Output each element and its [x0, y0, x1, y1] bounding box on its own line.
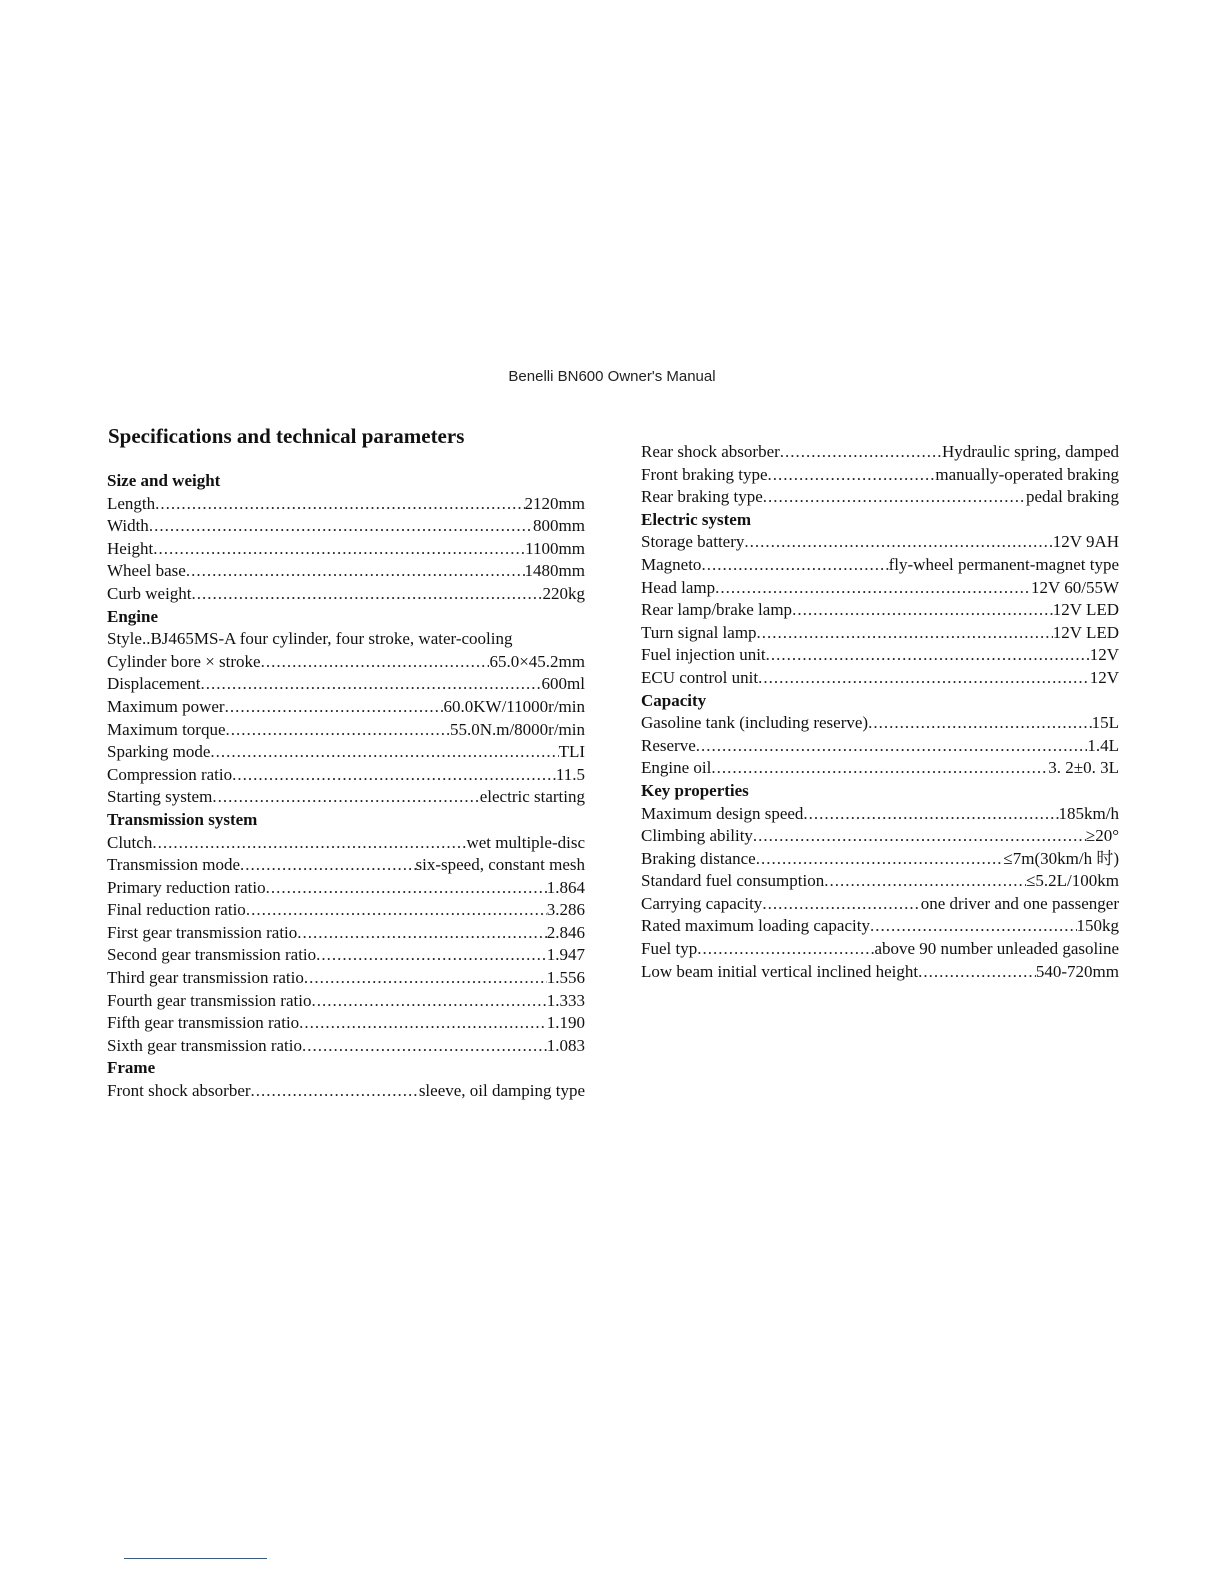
- spec-row-front-shock-absorber: [107, 1080, 585, 1103]
- spec-label: Standard fuel consumption: [641, 871, 825, 891]
- spec-row-sparking-mode: [107, 741, 585, 764]
- spec-value: 12V: [1089, 645, 1119, 665]
- dot-leader: [302, 1035, 547, 1058]
- spec-row-head-lamp: [641, 577, 1119, 600]
- spec-value: 1.083: [546, 1035, 585, 1055]
- spec-value: 1.333: [546, 990, 585, 1010]
- spec-row-cylinder-bore-stroke: [107, 651, 585, 674]
- spec-label: Second gear transmission ratio: [107, 945, 317, 965]
- spec-value: one driver and one passenger: [920, 893, 1119, 913]
- spec-label: Maximum design speed: [641, 803, 804, 823]
- spec-value: 150kg: [1076, 916, 1119, 936]
- spec-label: Climbing ability: [641, 826, 753, 846]
- spec-value: 11.5: [555, 764, 585, 784]
- dot-leader: [766, 644, 1090, 667]
- spec-value: wet multiple-disc: [466, 832, 585, 852]
- spec-value: 1.947: [546, 945, 585, 965]
- spec-value: ≤7m(30km/h 时): [1003, 848, 1119, 868]
- spec-value: pedal braking: [1026, 487, 1119, 507]
- spec-label: Displacement: [107, 674, 201, 694]
- right-spec-column: [641, 441, 1119, 983]
- spec-value: 12V 60/55W: [1031, 577, 1119, 597]
- dot-leader: [152, 832, 466, 855]
- spec-row-climbing-ability: [641, 825, 1119, 848]
- spec-row-final-reduction-ratio: [107, 899, 585, 922]
- dot-leader: [226, 719, 450, 742]
- spec-label: Final reduction ratio: [107, 900, 246, 920]
- dot-leader: [304, 967, 547, 990]
- dot-leader: [780, 441, 942, 464]
- spec-label: Head lamp: [641, 577, 716, 597]
- dot-leader: [316, 944, 547, 967]
- spec-value: 1480mm: [524, 561, 585, 581]
- spec-row-rear-shock-absorber: [641, 441, 1119, 464]
- spec-row-storage-battery: [641, 531, 1119, 554]
- spec-label: Fuel injection unit: [641, 645, 766, 665]
- spec-label: Rated maximum loading capacity: [641, 916, 870, 936]
- spec-label: Reserve: [641, 735, 696, 755]
- spec-label: Transmission mode: [107, 855, 241, 875]
- spec-value: 65.0×45.2mm: [489, 651, 585, 671]
- spec-label: Front shock absorber: [107, 1081, 251, 1101]
- spec-row-clutch: [107, 832, 585, 855]
- spec-row-primary-reduction-ratio: [107, 877, 585, 900]
- dot-leader: [697, 938, 874, 961]
- footnote-separator: [124, 1558, 267, 1559]
- spec-row-width: [107, 515, 585, 538]
- dot-leader: [792, 599, 1053, 622]
- spec-label: Wheel base: [107, 561, 186, 581]
- spec-row-engine-oil: [641, 757, 1119, 780]
- dot-leader: [186, 560, 525, 583]
- dot-leader: [155, 493, 524, 516]
- spec-row-maximum-design-speed: [641, 803, 1119, 826]
- spec-label: Maximum torque: [107, 719, 226, 739]
- section-heading-capacity: Capacity: [641, 690, 707, 710]
- dot-leader: [266, 877, 547, 900]
- spec-label: Primary reduction ratio: [107, 877, 266, 897]
- section-heading-engine: Engine: [107, 606, 159, 626]
- spec-value: TLI: [558, 742, 585, 762]
- spec-value: 12V LED: [1052, 622, 1119, 642]
- spec-row-turn-signal-lamp: [641, 622, 1119, 645]
- dot-leader: [701, 554, 888, 577]
- spec-label: Turn signal lamp: [641, 622, 757, 642]
- spec-row-maximum-power: [107, 696, 585, 719]
- spec-value: 185km/h: [1058, 803, 1119, 823]
- spec-row-maximum-torque: [107, 719, 585, 742]
- spec-label: Magneto: [641, 554, 702, 574]
- spec-label: First gear transmission ratio: [107, 922, 298, 942]
- dot-leader: [212, 786, 479, 809]
- spec-row-displacement: [107, 673, 585, 696]
- spec-label: Maximum power: [107, 696, 225, 716]
- dot-leader: [757, 622, 1053, 645]
- spec-label: Front braking type: [641, 464, 768, 484]
- dot-leader: [153, 538, 525, 561]
- spec-row-front-braking-type: [641, 464, 1119, 487]
- spec-value: 3. 2±0. 3L: [1048, 758, 1119, 778]
- section-heading-electric-system: Electric system: [641, 509, 751, 529]
- section-heading-key-properties: Key properties: [641, 780, 749, 800]
- spec-value: 3.286: [546, 900, 585, 920]
- dot-leader: [210, 741, 558, 764]
- spec-value: 55.0N.m/8000r/min: [449, 719, 585, 739]
- spec-row-wheel-base: [107, 560, 585, 583]
- spec-label: Rear lamp/brake lamp: [641, 600, 793, 620]
- left-spec-column: [107, 470, 585, 1103]
- spec-value: 800mm: [533, 516, 585, 536]
- dot-leader: [261, 651, 490, 674]
- dot-leader: [715, 577, 1031, 600]
- spec-row-rear-lamp-brake-lamp: [641, 599, 1119, 622]
- spec-label: Clutch: [107, 832, 153, 852]
- spec-row-fuel-typ: [641, 938, 1119, 961]
- spec-row-third-gear-transmission-ratio: [107, 967, 585, 990]
- spec-label: Rear shock absorber: [641, 442, 780, 461]
- spec-label: Sparking mode: [107, 742, 211, 762]
- dot-leader: [240, 854, 415, 877]
- dot-leader: [246, 899, 547, 922]
- spec-label: ECU control unit: [641, 667, 759, 687]
- dot-leader: [753, 825, 1086, 848]
- section-heading-transmission-system: Transmission system: [107, 809, 258, 829]
- dot-leader: [824, 870, 1026, 893]
- spec-value: 1.4L: [1087, 735, 1119, 755]
- page-title: Specifications and technical parameters: [108, 424, 465, 448]
- dot-leader: [297, 922, 546, 945]
- dot-leader: [711, 757, 1048, 780]
- spec-label: Engine oil: [641, 758, 712, 778]
- spec-value: 60.0KW/11000r/min: [443, 696, 585, 716]
- spec-row-standard-fuel-consumption: [641, 870, 1119, 893]
- dot-leader: [756, 848, 1004, 871]
- spec-value: 600ml: [541, 674, 585, 694]
- spec-value: Hydraulic spring, damped: [941, 442, 1119, 461]
- spec-value: 12V: [1089, 667, 1119, 687]
- spec-value: 12V 9AH: [1052, 532, 1119, 552]
- spec-row-second-gear-transmission-ratio: [107, 944, 585, 967]
- spec-value: manually-operated braking: [935, 464, 1119, 484]
- section-heading-frame: Frame: [107, 1058, 156, 1078]
- spec-row-low-beam-initial-vertical-inclined-height: [641, 961, 1119, 984]
- dot-leader: [696, 735, 1088, 758]
- dot-leader: [299, 1012, 547, 1035]
- spec-row-rated-maximum-loading-capacity: [641, 915, 1119, 938]
- dot-leader: [763, 486, 1026, 509]
- spec-row-starting-system: [107, 786, 585, 809]
- spec-value: 2.846: [546, 922, 585, 942]
- dot-leader: [311, 990, 546, 1013]
- dot-leader: [149, 515, 533, 538]
- spec-value: 220kg: [542, 583, 585, 603]
- spec-label: Length: [107, 493, 156, 513]
- spec-value: 12V LED: [1052, 600, 1119, 620]
- spec-value: 1100mm: [525, 538, 585, 558]
- spec-value: 1.556: [546, 968, 585, 988]
- spec-value: 2120mm: [524, 493, 585, 513]
- spec-value: six-speed, constant mesh: [415, 855, 585, 875]
- spec-label: Third gear transmission ratio: [107, 968, 304, 988]
- spec-value: sleeve, oil damping type: [418, 1081, 585, 1101]
- spec-row-first-gear-transmission-ratio: [107, 922, 585, 945]
- spec-label: Fourth gear transmission ratio: [107, 990, 312, 1010]
- spec-row-compression-ratio: [107, 764, 585, 787]
- spec-row-sixth-gear-transmission-ratio: [107, 1035, 585, 1058]
- spec-label: Gasoline tank (including reserve): [641, 713, 869, 733]
- spec-row-fuel-injection-unit: [641, 644, 1119, 667]
- spec-label: Cylinder bore × stroke: [107, 651, 261, 671]
- spec-label: Starting system: [107, 787, 213, 807]
- spec-row-fifth-gear-transmission-ratio: [107, 1012, 585, 1035]
- spec-label: Fifth gear transmission ratio: [107, 1013, 300, 1033]
- spec-value: 15L: [1091, 713, 1119, 733]
- spec-value: ≥20°: [1085, 826, 1119, 846]
- spec-row-length: [107, 493, 585, 516]
- spec-label: Sixth gear transmission ratio: [107, 1035, 303, 1055]
- spec-row-ecu-control-unit: [641, 667, 1119, 690]
- spec-value: 1.864: [546, 877, 585, 897]
- page-header: Benelli BN600 Owner's Manual: [508, 368, 716, 385]
- spec-value: 1.190: [546, 1013, 585, 1033]
- spec-value: electric starting: [479, 787, 585, 807]
- dot-leader: [251, 1080, 419, 1103]
- spec-value: ≤5.2L/100km: [1026, 871, 1119, 891]
- spec-row-rear-braking-type: [641, 486, 1119, 509]
- spec-label: Carrying capacity: [641, 893, 763, 913]
- spec-value: above 90 number unleaded gasoline: [874, 939, 1119, 959]
- spec-label: Rear braking type: [641, 487, 763, 507]
- section-heading-size-and-weight: Size and weight: [107, 471, 221, 490]
- dot-leader: [225, 696, 444, 719]
- spec-row-gasoline-tank-including-reserve: [641, 712, 1119, 735]
- spec-row-curb-weight: [107, 583, 585, 606]
- dot-leader: [232, 764, 556, 787]
- spec-label: Storage battery: [641, 532, 745, 552]
- spec-value: fly-wheel permanent-magnet type: [888, 554, 1119, 574]
- dot-leader: [758, 667, 1090, 690]
- spec-label: Curb weight: [107, 583, 192, 603]
- spec-row-height: [107, 538, 585, 561]
- dot-leader: [803, 803, 1058, 826]
- dot-leader: [918, 961, 1036, 984]
- spec-label: Compression ratio: [107, 764, 233, 784]
- spec-value: 540-720mm: [1035, 961, 1119, 981]
- dot-leader: [762, 893, 920, 916]
- dot-leader: [192, 583, 543, 606]
- spec-row-braking-distance: [641, 848, 1119, 871]
- spec-row-carrying-capacity: [641, 893, 1119, 916]
- spec-label: Low beam initial vertical inclined height: [641, 961, 919, 981]
- spec-label: Width: [107, 516, 149, 536]
- spec-row-transmission-mode: [107, 854, 585, 877]
- dot-leader: [744, 531, 1052, 554]
- dot-leader: [870, 915, 1077, 938]
- spec-row-fourth-gear-transmission-ratio: [107, 990, 585, 1013]
- spec-label: Fuel typ: [641, 939, 698, 959]
- spec-row: Style..BJ465MS-A four cylinder, four stroke, water-cooling: [107, 629, 513, 649]
- spec-row-magneto: [641, 554, 1119, 577]
- spec-label: Height: [107, 538, 154, 558]
- spec-label: Braking distance: [641, 848, 756, 868]
- dot-leader: [868, 712, 1092, 735]
- dot-leader: [768, 464, 936, 487]
- spec-row-reserve: [641, 735, 1119, 758]
- dot-leader: [200, 673, 541, 696]
